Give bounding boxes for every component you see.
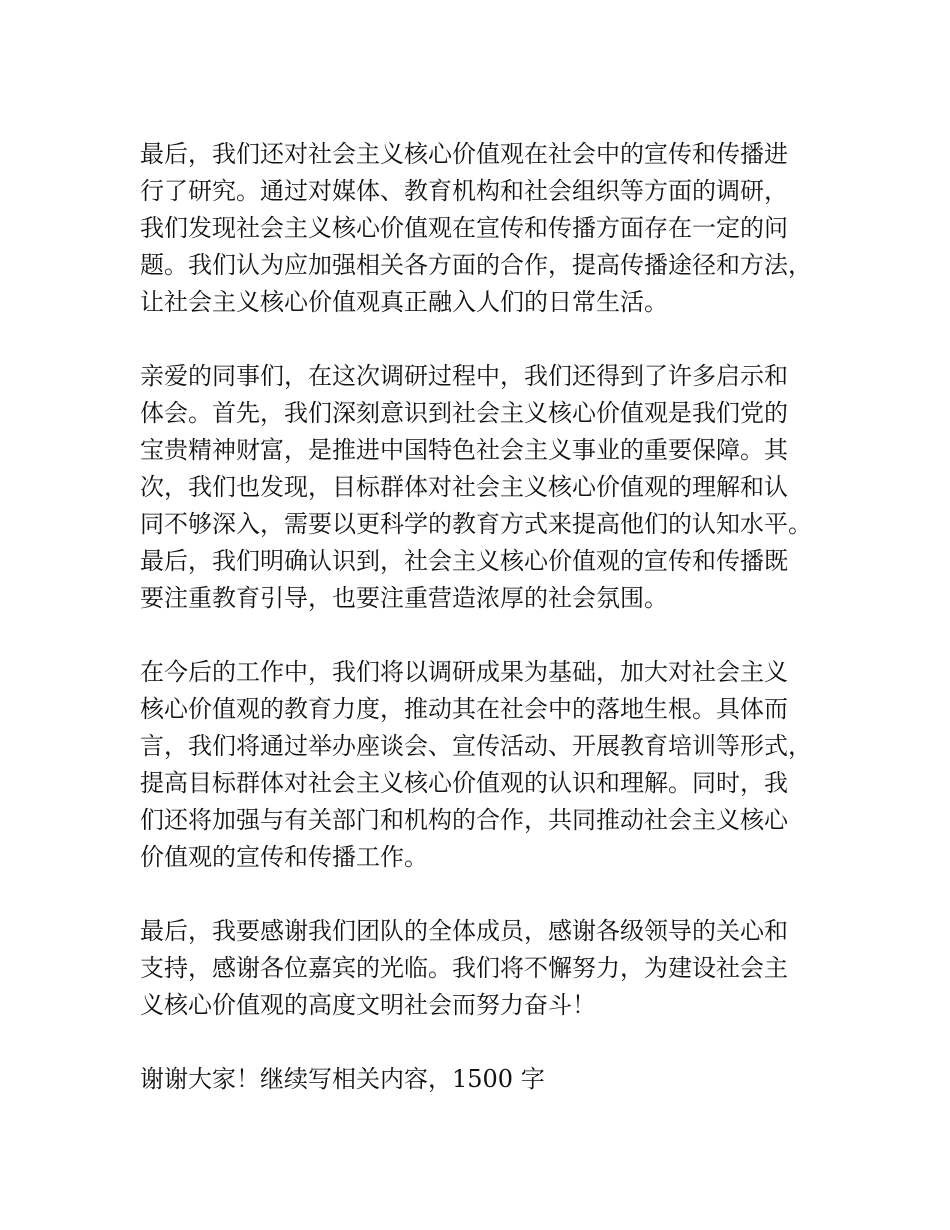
text-line: 们还将加强与有关部门和机构的合作，共同推动社会主义核心 (140, 806, 788, 834)
text-line: 让社会主义核心价值观真正融入人们的日常生活。 (140, 288, 668, 316)
text-line: 体会。首先，我们深刻意识到社会主义核心价值观是我们党的 (140, 399, 788, 427)
text-line: 同不够深入，需要以更科学的教育方式来提高他们的认知水平。 (140, 510, 812, 538)
text-line: 支持，感谢各位嘉宾的光临。我们将不懈努力，为建设社会主 (140, 954, 788, 982)
text-line: 谢谢大家！继续写相关内容，1500 字 (140, 1065, 545, 1093)
text-line: 最后，我们明确认识到，社会主义核心价值观的宣传和传播既 (140, 547, 788, 575)
paragraph-future-work (140, 654, 820, 876)
text-line: 次，我们也发现，目标群体对社会主义核心价值观的理解和认 (140, 473, 788, 501)
text-line: 要注重教育引导，也要注重营造浓厚的社会氛围。 (140, 584, 668, 612)
text-line: 价值观的宣传和传播工作。 (140, 843, 428, 871)
text-line: 亲爱的同事们，在这次调研过程中，我们还得到了许多启示和 (140, 362, 788, 390)
paragraph-closing (140, 1061, 820, 1098)
paragraph-insights (140, 358, 820, 617)
text-line: 提高目标群体对社会主义核心价值观的认识和理解。同时，我 (140, 769, 788, 797)
text-line: 核心价值观的教育力度，推动其在社会中的落地生根。具体而 (140, 695, 788, 723)
text-line: 我们发现社会主义核心价值观在宣传和传播方面存在一定的问 (140, 214, 788, 242)
text-line: 在今后的工作中，我们将以调研成果为基础，加大对社会主义 (140, 658, 788, 686)
text-line: 题。我们认为应加强相关各方面的合作，提高传播途径和方法， (140, 251, 812, 279)
text-line: 行了研究。通过对媒体、教育机构和社会组织等方面的调研， (140, 177, 788, 205)
document-body (140, 136, 820, 1098)
text-line: 最后，我们还对社会主义核心价值观在社会中的宣传和传播进 (140, 140, 788, 168)
paragraph-propaganda-research (140, 136, 820, 321)
text-line: 宝贵精神财富，是推进中国特色社会主义事业的重要保障。其 (140, 436, 788, 464)
text-line: 义核心价值观的高度文明社会而努力奋斗！ (140, 991, 596, 1019)
text-line: 言，我们将通过举办座谈会、宣传活动、开展教育培训等形式， (140, 732, 812, 760)
paragraph-acknowledgements (140, 913, 820, 1024)
text-line: 最后，我要感谢我们团队的全体成员，感谢各级领导的关心和 (140, 917, 788, 945)
